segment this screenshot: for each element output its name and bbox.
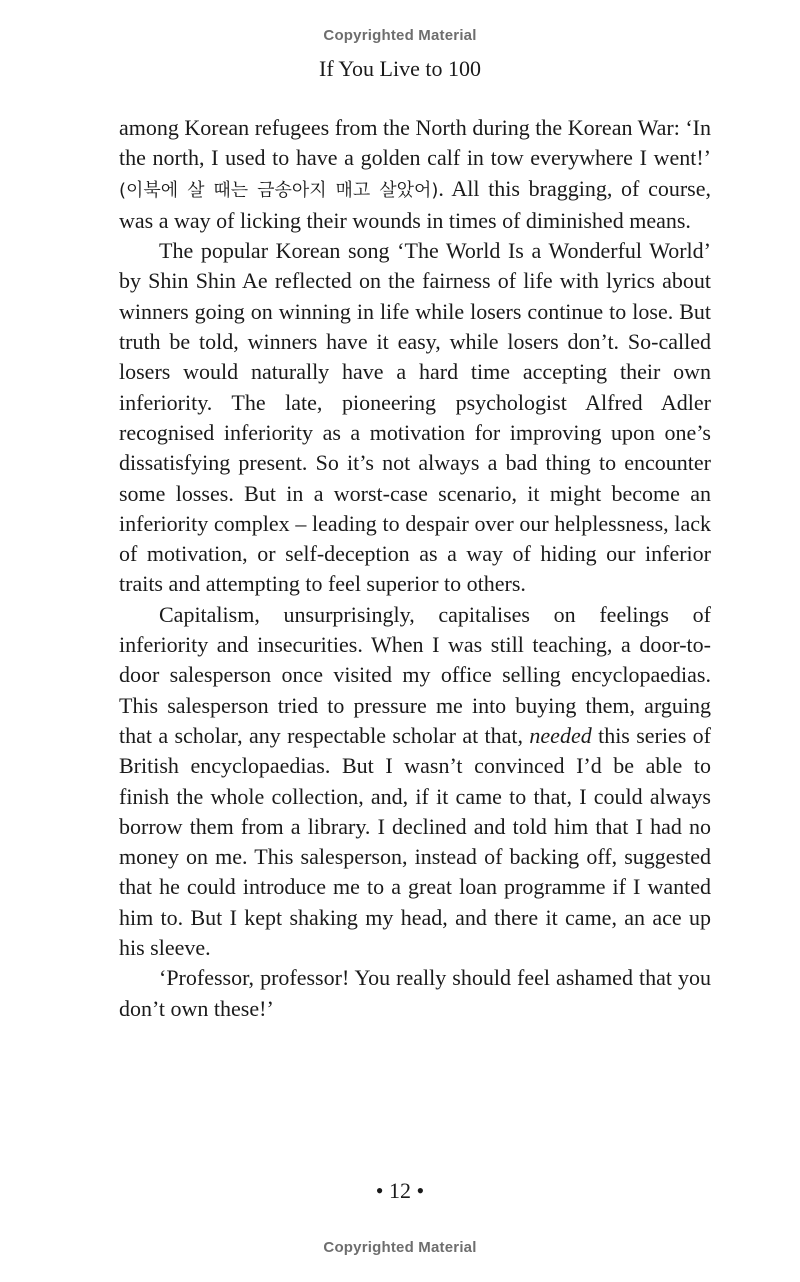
paragraph-3-text: Capitalism, unsurprisingly, capitalises on feelings of inferiority and insecurities. When I was still teaching, a door-to-door salesperson once visited my office selling encyclopaedias. This salesperson tried to pressure me into buying them, arguing that a scholar, any respectable scholar at that, — [119, 601, 711, 748]
paragraph-1 — [119, 113, 711, 236]
emphasis-needed: needed — [529, 722, 592, 748]
copyright-watermark-bottom: Copyrighted Material — [323, 1239, 477, 1256]
paragraph-3-text-end: this series of British encyclopaedias. But I wasn’t convinced I’d be able to finish the whole collection, and, if it came to that, I could always borrow them from a library. I declined and told him that I had no money on me. This salesperson, instead of backing off, suggested that he could introduce me to a great loan programme if I wanted him to. But I kept shaking my head, and there it came, an ace up his sleeve. — [119, 722, 712, 961]
paragraph-1-text-end: . All this bragging, of course, was a way of licking their wounds in times of diminished means. — [119, 175, 711, 233]
paragraph-1-text: among Korean refugees from the North during the Korean War: ‘In the north, I used to have a golden calf in tow everywhere I went!’ — [119, 115, 711, 171]
paragraph-2: The popular Korean song ‘The World Is a Wonderful World’ by Shin Shin Ae reflected on the fairness of life with lyrics about winners going on winning in life while losers continue to lose. But truth be told, winners have it easy, while losers don’t. So-called losers would naturally have a hard time accepting their own inferiority. The late, pioneering psychologist Alfred Adler recognised inferiority as a motivation for improving upon one’s dissatisfying present. So it’s not always a bad thing to encounter some losses. But in a worst-case scenario, it might become an inferiority complex – leading to despair over our helplessness, lack of motivation, or self-deception as a way of hiding our inferior traits and attempting to feel superior to others. — [119, 238, 711, 597]
paragraph-3 — [119, 600, 711, 964]
page-number: • 12 • — [375, 1178, 425, 1203]
paragraph-4: ‘Professor, professor! You really should feel ashamed that you don’t own these!’ — [119, 965, 711, 1021]
korean-quote: (이북에 살 때는 금송아지 매고 살았어) — [119, 179, 439, 201]
copyright-watermark-top: Copyrighted Material — [323, 27, 477, 44]
body-text — [119, 113, 711, 1024]
running-head: If You Live to 100 — [319, 56, 481, 81]
